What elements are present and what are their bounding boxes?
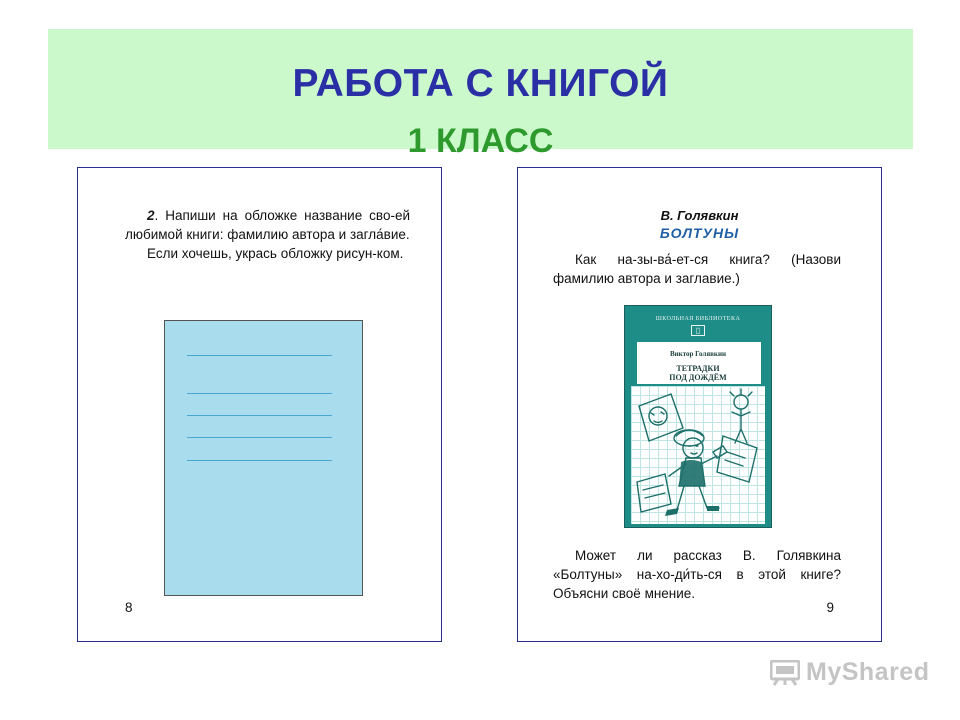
presentation-board-icon <box>770 660 800 686</box>
page-number-right: 9 <box>826 600 834 615</box>
task-instruction: . Напиши на обложке название сво-ей любимой книги: фамилию автора и загла́вие. <box>125 208 410 242</box>
blank-book-cover <box>164 320 363 596</box>
cover-title <box>625 364 771 382</box>
cover-title-line-1: ТЕТРАДКИ <box>676 364 720 373</box>
myshared-logo <box>770 658 930 688</box>
boy-illustration-icon <box>631 386 765 524</box>
title-banner <box>48 29 913 160</box>
cover-line <box>187 393 332 394</box>
page-number-left: 8 <box>125 600 133 615</box>
book-cover-image <box>624 305 772 528</box>
cover-author: Виктор Голявкин <box>669 350 727 358</box>
cover-illustration <box>631 386 765 524</box>
slide-subtitle: 1 КЛАСС <box>407 122 554 160</box>
task-text <box>125 206 410 263</box>
cover-title-line-2: ПОД ДОЖДЁМ <box>669 373 727 382</box>
cover-series: ШКОЛЬНАЯ БИБЛИОТЕКА <box>655 316 741 322</box>
left-book-page <box>77 167 442 642</box>
question-1 <box>553 250 841 288</box>
cover-line <box>187 460 332 461</box>
cover-line <box>187 415 332 416</box>
cover-line <box>187 437 332 438</box>
question-2-text: Может ли рассказ В. Голявкина «Болтуны» на-хо-ди́ть-ся в этой книге? Объясни своё мнение. <box>553 548 841 601</box>
question-1-text: Как на-зы-ва́-ет-ся книга? (Назови фамилию автора и заглавие.) <box>553 252 841 286</box>
slide-title: РАБОТА С КНИГОЙ <box>292 62 669 105</box>
cover-line <box>187 355 332 356</box>
task-instruction-2: Если хочешь, укрась обложку рисун-ком. <box>147 246 404 261</box>
right-book-page <box>517 167 882 642</box>
story-author: В. Голявкин <box>660 208 739 223</box>
question-2 <box>553 546 841 603</box>
story-title: БОЛТУНЫ <box>659 225 740 241</box>
watermark-text: MyShared <box>806 658 930 686</box>
task-number: 2 <box>147 208 155 223</box>
book-emblem-icon: ▯ <box>691 325 705 336</box>
